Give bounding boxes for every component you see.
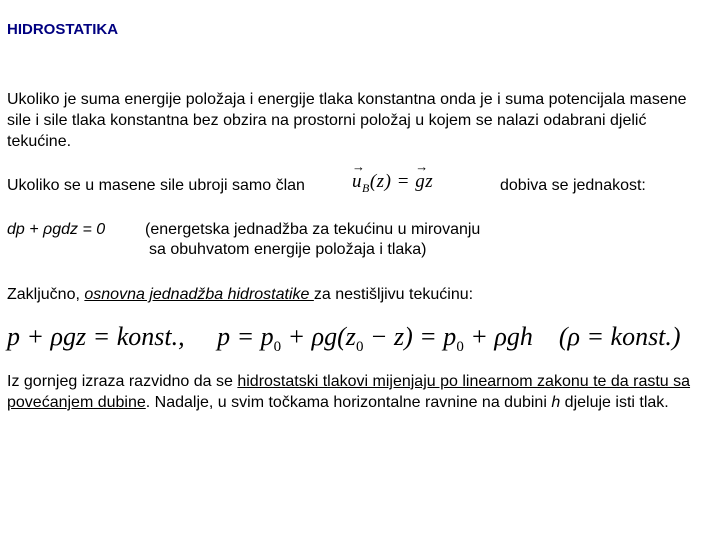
formula-end: z [425,171,434,192]
equation-description-line1: (energetska jednadžba za tekućinu u mirovanju [145,221,481,238]
conclusion-text: Zaključno, [7,286,85,303]
paragraph-linear-law [7,371,713,413]
formula-mid: (z) = [369,171,416,192]
equation-description-line2: sa obuhvatom energije položaja i tlaka) [149,241,427,258]
paragraph-mass-forces: Ukoliko se u masene sile ubroji samo član [7,177,305,194]
variable-h: h [551,394,561,411]
formula-part1: p + ρgz = konst., [7,322,185,351]
page-title: HIDROSTATIKA [7,21,119,38]
paragraph-conclusion [7,284,473,305]
vector-u: → u [352,171,362,193]
formula-part6: (ρ = konst.) [558,322,681,351]
formula-sub0c: 0 [456,339,464,356]
formula-part2: p = p [217,322,274,351]
vector-g: → g [415,171,425,193]
subscript-b: B [362,180,370,195]
conclusion-text-end: za nestišljivu tekućinu: [313,286,474,303]
paragraph-energy: Ukoliko je suma energije položaja i energije tlaka konstantna onda je i suma potencijala masene sile i sile tlaka konstantna bez obzira na prostorni položaj u kojem se nalazi odabrani djelić tekućine. [7,91,687,150]
formula-sub0a: 0 [273,339,282,356]
paragraph-mass-forces-end: dobiva se jednakost: [500,177,646,194]
hydrostatics-equation-link: osnovna jednadžba hidrostatike [84,286,314,303]
formula-part4: − z) = p [363,322,457,351]
formula-part5: + ρgh [463,322,533,351]
linear-law-end: djeluje isti tlak. [560,394,669,411]
linear-law-text: Iz gornjeg izraza razvidno da se [7,373,238,390]
linear-law-mid: . Nadalje, u svim točkama horizontalne ravnine na dubini [145,394,552,411]
hydrostatics-formula [7,322,681,356]
energy-equation: dp + ρgdz = 0 [7,221,106,238]
formula-potential [352,171,433,196]
formula-sub0b: 0 [355,339,364,356]
linear-law-underlined: hidrostatski tlakovi mijenjaju po linearnom zakonu te da rastu sa povećanjem dubine [7,373,691,411]
formula-part3: + ρg(z [281,322,356,351]
